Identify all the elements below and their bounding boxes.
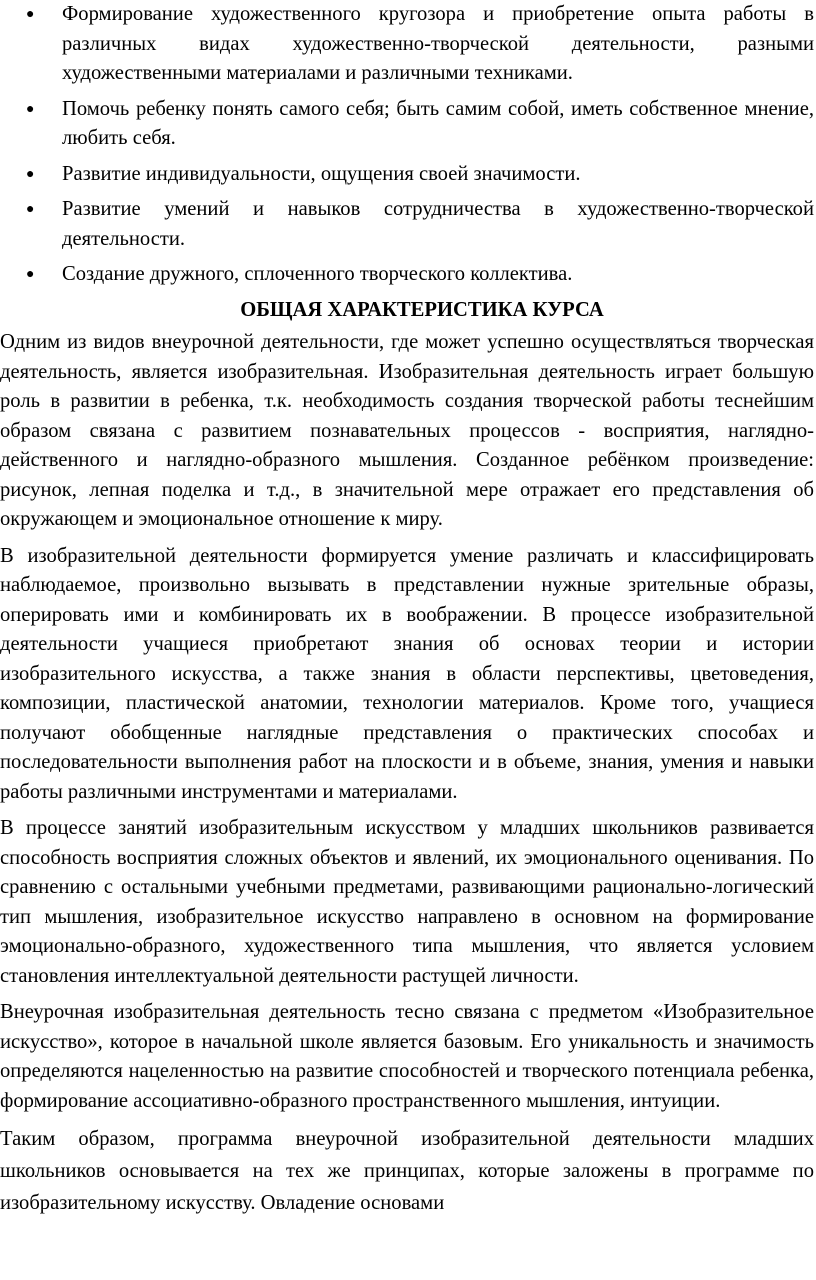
bullet-icon: ● [26, 101, 35, 117]
goals-list [0, 0, 814, 290]
paragraph: Одним из видов внеурочной деятельности, где может успешно осуществляться творческая деятельность, является изобразительная. Изобразительная деятельность играет большую роль в развитии в ребенка, т.к. необходимость создания творческой работы теснейшим образом связана с развитием познавательных процессов - восприятия, наглядно-действенного и наглядно-образного мышления. Созданное ребёнком произведение: рисунок, лепная поделка и т.д., в значительной мере отражает его представления об окружающем и эмоциональное отношение к миру. [0, 331, 814, 530]
bullet-icon: ● [26, 166, 35, 182]
paragraph: В изобразительной деятельности формируется умение различать и классифицировать наблюдаемое, произвольно вызывать в представлении нужные зрительные образы, оперировать ими и комбинировать их в воображении. В процессе изобразительной деятельности учащиеся приобретают знания об основах теории и истории изобразительного искусства, а также знания в области перспективы, цветоведения, композиции, пластической анатомии, технологии материалов. Кроме того, учащиеся получают обобщенные наглядные представления о практических способах и последовательности выполнения работ на плоскости и в объеме, знания, умения и навыки работы различными инструментами и материалами. [0, 544, 814, 803]
bullet-icon: ● [26, 267, 35, 282]
list-item-text: Развитие индивидуальности, ощущения своей значимости. [62, 162, 581, 185]
section-heading: ОБЩАЯ ХАРАКТЕРИСТИКА КУРСА [240, 298, 604, 321]
list-item [0, 195, 814, 254]
list-item [0, 160, 814, 190]
list-item-text: Помочь ребенку понять самого себя; быть самим собой, иметь собственное мнение, любить себя. [62, 97, 814, 149]
paragraph: Внеурочная изобразительная деятельность тесно связана с предметом «Изобразительное искусство», которое в начальной школе является базовым. Его уникальность и значимость определяются нацеленностью на развитие способностей и творческого потенциала ребенка, формирование ассоциативно-образного пространственного мышления, интуиции. [0, 1001, 814, 1112]
bullet-icon: ● [26, 7, 35, 22]
paragraph: Таким образом, программа внеурочной изобразительной деятельности младших школьников основывается на тех же принципах, которые заложены в программе по изобразительному искусству. Овладение основами [0, 1128, 814, 1214]
paragraph: В процессе занятий изобразительным искусством у младших школьников развивается способность восприятия сложных объектов и явлений, их эмоционального оценивания. По сравнению с остальными учебными предметами, развивающими рационально-логический тип мышления, изобразительное искусство направлено в основном на формирование эмоционально-образного, художественного типа мышления, что является условием становления интеллектуальной деятельности растущей личности. [0, 817, 814, 987]
list-item [0, 0, 814, 89]
list-item-text: Развитие умений и навыков сотрудничества в художественно-творческой деятельности. [62, 198, 814, 250]
list-item [0, 260, 814, 290]
list-item-text: Формирование художественного кругозора и приобретение опыта работы в различных видах художественно-творческой деятельности, разными художественными материалами и различными техниками. [62, 3, 814, 84]
bullet-icon: ● [26, 202, 35, 217]
list-item-text: Создание дружного, сплоченного творческого коллектива. [62, 263, 573, 285]
list-item [0, 95, 814, 154]
